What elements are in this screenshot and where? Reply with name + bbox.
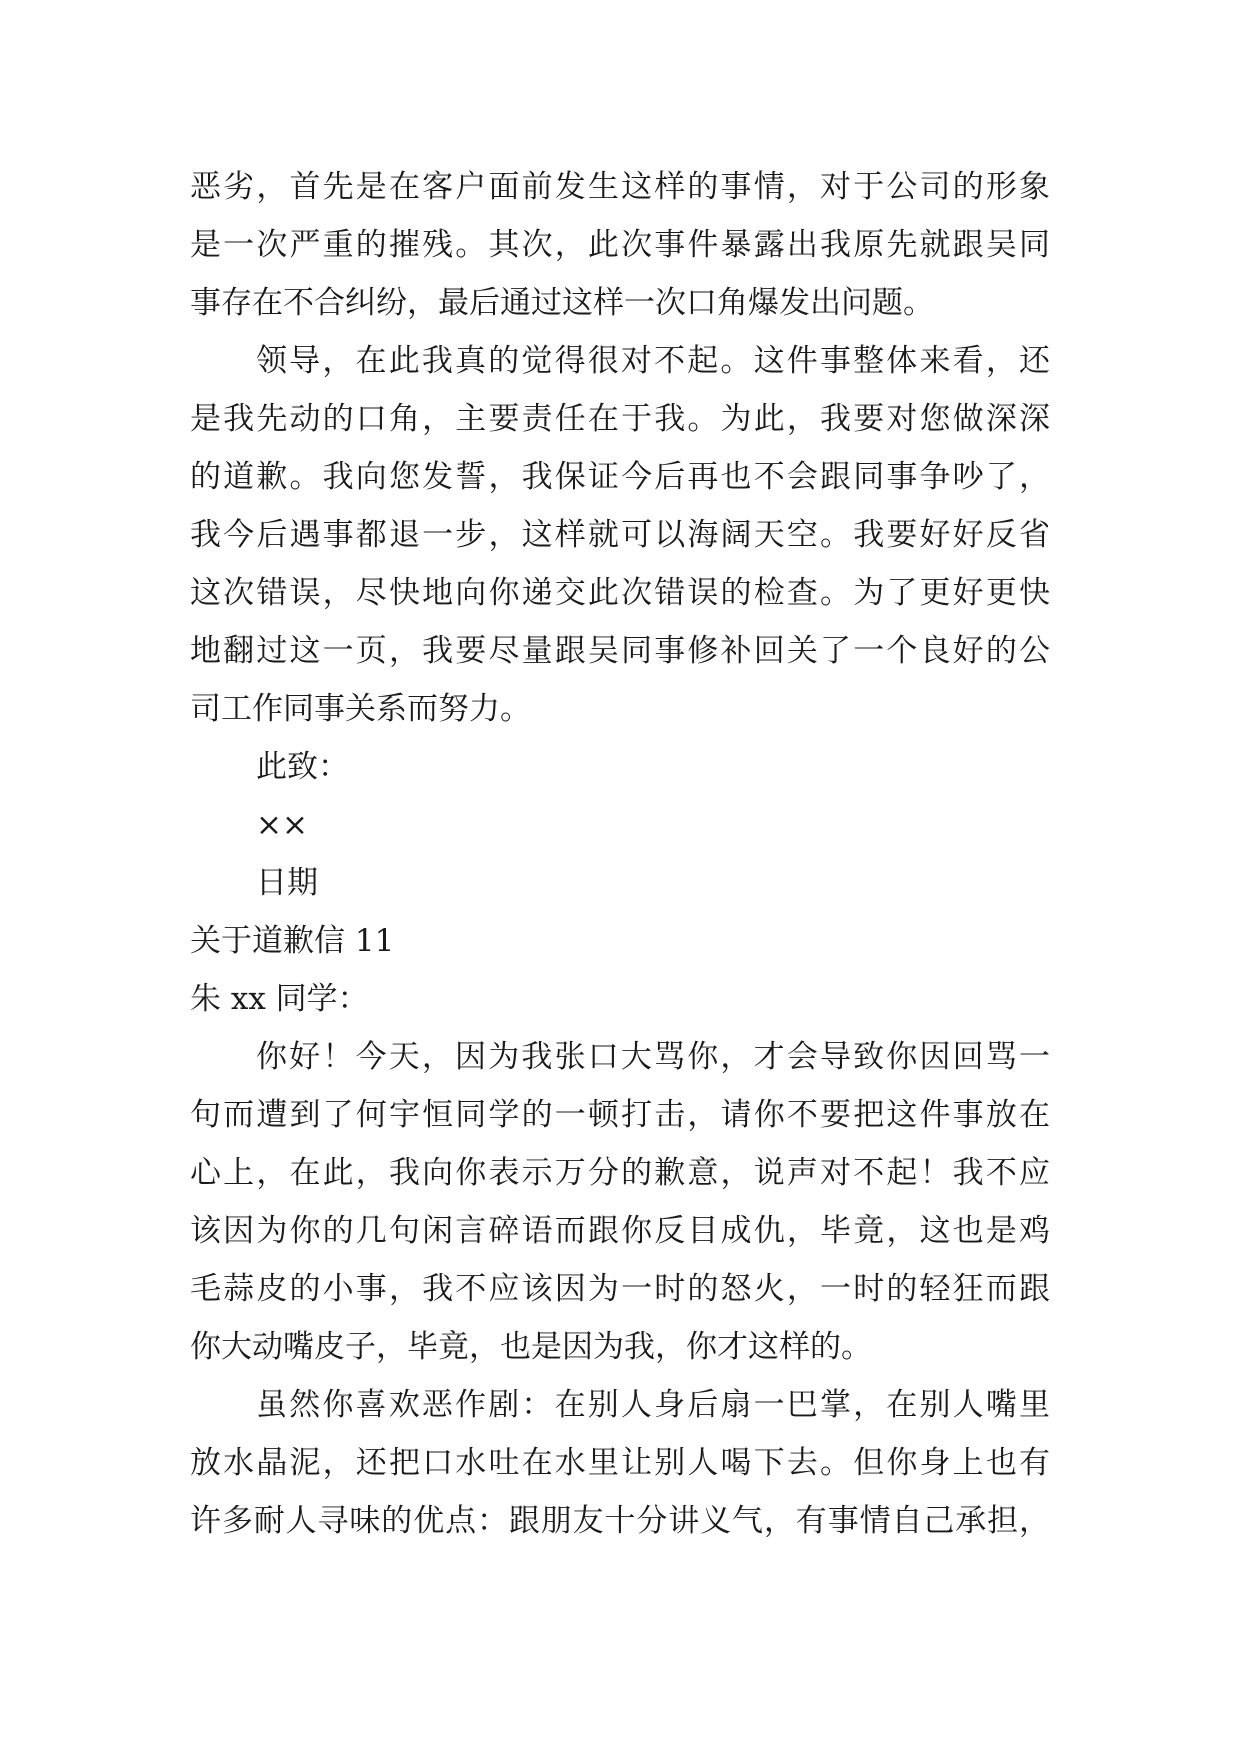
signature-line: ×× [256,807,308,843]
section-title: 关于道歉信 11 [190,923,395,959]
text-line: 事存在不合纠纷，最后通过这样一次口角爆发出问题。 [190,285,934,321]
text-line: 是我先动的口角，主要责任在于我。为此，我要对您做深深 [190,401,1050,437]
text-line: 的道歉。我向您发誓，我保证今后再也不会跟同事争吵了， [190,459,1050,495]
text-line: 领导，在此我真的觉得很对不起。这件事整体来看，还 [256,343,1050,379]
closing-line: 此致： [256,749,349,785]
text-line: 恶劣，首先是在客户面前发生这样的事情，对于公司的形象 [190,169,1050,205]
text-line: 这次错误，尽快地向你递交此次错误的检查。为了更好更快 [190,575,1050,611]
paragraph-1 [190,158,1050,332]
text-line: 你好！今天，因为我张口大骂你，才会导致你因回骂一 [256,1039,1050,1075]
document-body [190,158,1050,1550]
salutation: 朱 xx 同学： [190,981,369,1017]
text-line: 许多耐人寻味的优点：跟朋友十分讲义气，有事情自己承担， [190,1503,1050,1539]
text-line: 你大动嘴皮子，毕竟，也是因为我，你才这样的。 [190,1329,872,1365]
text-line: 心上，在此，我向你表示万分的歉意，说声对不起！我不应 [190,1155,1050,1191]
paragraph-2 [190,332,1050,738]
paragraph-4 [190,1376,1050,1550]
paragraph-3 [190,1028,1050,1376]
text-line: 是一次严重的摧残。其次，此次事件暴露出我原先就跟吴同 [190,227,1050,263]
text-line: 司工作同事关系而努力。 [190,691,531,727]
text-line: 地翻过这一页，我要尽量跟吴同事修补回关了一个良好的公 [190,633,1050,669]
text-line: 放水晶泥，还把口水吐在水里让别人喝下去。但你身上也有 [190,1445,1050,1481]
text-line: 毛蒜皮的小事，我不应该因为一时的怒火，一时的轻狂而跟 [190,1271,1050,1307]
text-line: 该因为你的几句闲言碎语而跟你反目成仇，毕竟，这也是鸡 [190,1213,1050,1249]
text-line: 句而遭到了何宇恒同学的一顿打击，请你不要把这件事放在 [190,1097,1050,1133]
text-line: 虽然你喜欢恶作剧：在别人身后扇一巴掌，在别人嘴里 [256,1387,1050,1423]
date-line: 日期 [256,865,318,901]
text-line: 我今后遇事都退一步，这样就可以海阔天空。我要好好反省 [190,517,1050,553]
